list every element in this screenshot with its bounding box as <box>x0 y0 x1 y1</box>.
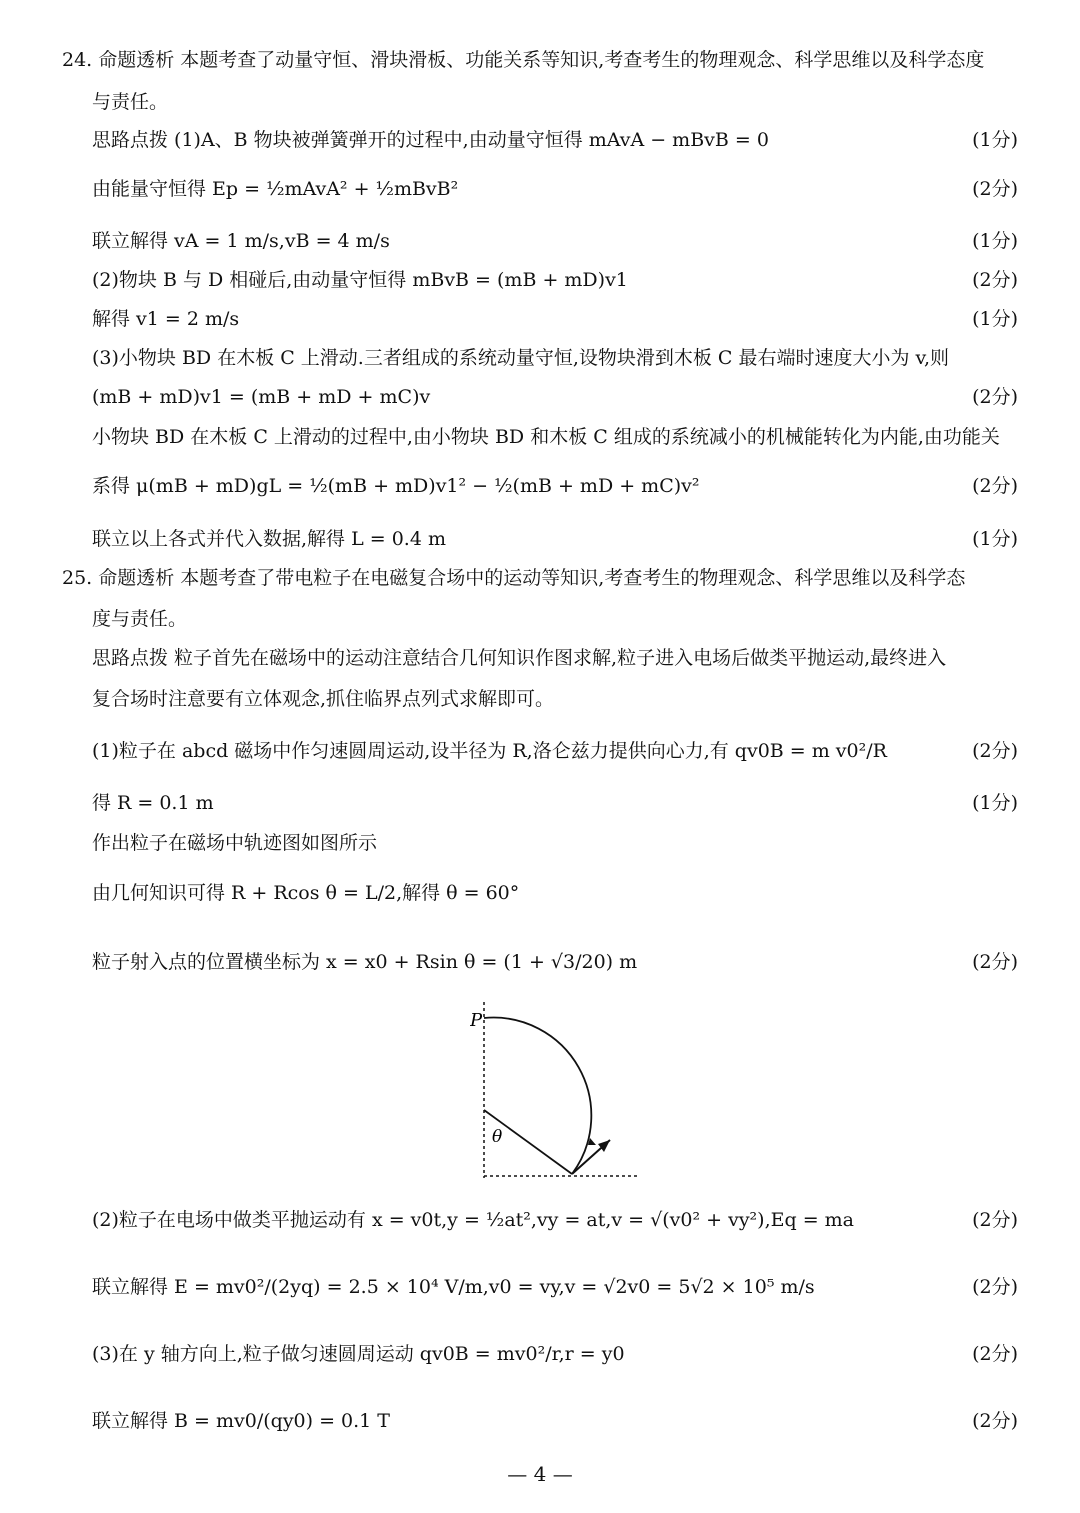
circular-trajectory <box>484 1018 591 1174</box>
q25-title-cont <box>92 607 1018 631</box>
q24-line-9: 联立以上各式并代入数据,解得 L = 0.4 m (1分) <box>92 528 1018 550</box>
label-theta: θ <box>492 1127 503 1147</box>
q25-line-3: 得 R = 0.1 m (1分) <box>92 792 1018 814</box>
points: (1分) <box>972 308 1018 330</box>
q25-line-8: 联立解得 E = mv0²/(2yq) = 2.5 × 10⁴ V/m,v0 = vy,v = √2v0 = 5√2 × 10⁵ m/s (2分) <box>92 1276 1018 1298</box>
label-p: P <box>470 1010 483 1031</box>
q25-line-0: 思路点拨 粒子首先在磁场中的运动注意结合几何知识作图求解,粒子进入电场后做类平抛运动,最终进入 <box>92 647 947 669</box>
q25-title-text: 25. 命题透析 本题考查了带电粒子在电磁复合场中的运动等知识,考查考生的物理观念、科学思维以及科学态 <box>62 567 966 589</box>
q25-title-cont-text: 度与责任。 <box>92 608 188 630</box>
points: (1分) <box>972 230 1018 252</box>
points: (1分) <box>972 129 1018 151</box>
q24-title-cont-text: 与责任。 <box>92 91 169 113</box>
q24-title-cont <box>92 90 1018 114</box>
q24-line-8: 系得 μ(mB + mD)gL = ½(mB + mD)v1² − ½(mB + mD + mC)v² (2分) <box>92 475 1018 497</box>
points: (2分) <box>972 1276 1018 1298</box>
q25-line-9: (3)在 y 轴方向上,粒子做匀速圆周运动 qv0B = mv0²/r,r = y0 (2分) <box>92 1343 1018 1365</box>
trajectory-diagram <box>470 1000 650 1190</box>
q24-line-2: 联立解得 vA = 1 m/s,vB = 4 m/s (1分) <box>92 230 1018 252</box>
points: (2分) <box>972 178 1018 200</box>
q24-line-3: (2)物块 B 与 D 相碰后,由动量守恒得 mBvB = (mB + mD)v1 (2分) <box>92 269 1018 291</box>
q25-title <box>62 566 1018 590</box>
q24-line-4: 解得 v1 = 2 m/s (1分) <box>92 308 1018 330</box>
points: (2分) <box>972 1343 1018 1365</box>
q24-line-6: (mB + mD)v1 = (mB + mD + mC)v (2分) <box>92 386 1018 408</box>
points: (1分) <box>972 792 1018 814</box>
q25-line-6: 粒子射入点的位置横坐标为 x = x0 + Rsin θ = (1 + √3/20) m (2分) <box>92 951 1018 973</box>
points: (2分) <box>972 951 1018 973</box>
q24-line-1: 由能量守恒得 Ep = ½mAvA² + ½mBvB² (2分) <box>92 178 1018 200</box>
points: (1分) <box>972 528 1018 550</box>
q25-line-10: 联立解得 B = mv0/(qy0) = 0.1 T (2分) <box>92 1410 1018 1432</box>
points: (2分) <box>972 1410 1018 1432</box>
q24-title <box>62 48 1018 72</box>
page-number: — 4 — <box>507 1462 573 1486</box>
q25-line-7: (2)粒子在电场中做类平抛运动有 x = v0t,y = ½at²,vy = at,v = √(v0² + vy²),Eq = ma (2分) <box>92 1209 1018 1231</box>
points: (2分) <box>972 1209 1018 1231</box>
points: (2分) <box>972 475 1018 497</box>
q25-line-5: 由几何知识可得 R + Rcos θ = L/2,解得 θ = 60° <box>92 882 520 904</box>
q25-line-2: (1)粒子在 abcd 磁场中作匀速圆周运动,设半径为 R,洛仑兹力提供向心力,有 qv0B = m v0²/R (2分) <box>92 740 1018 762</box>
points: (2分) <box>972 269 1018 291</box>
points: (2分) <box>972 386 1018 408</box>
q24-line-7: 小物块 BD 在木板 C 上滑动的过程中,由小物块 BD 和木板 C 组成的系统减小的机械能转化为内能,由功能关 <box>92 426 1000 448</box>
q24-line-5: (3)小物块 BD 在木板 C 上滑动.三者组成的系统动量守恒,设物块滑到木板 C 最右端时速度大小为 v,则 <box>92 347 950 369</box>
q25-line-1: 复合场时注意要有立体观念,抓住临界点列式求解即可。 <box>92 688 555 710</box>
q24-title-text: 24. 命题透析 本题考查了动量守恒、滑块滑板、功能关系等知识,考查考生的物理观念、科学思维以及科学态度 <box>62 49 985 71</box>
points: (2分) <box>972 740 1018 762</box>
q24-line-0: 思路点拨 (1)A、B 物块被弹簧弹开的过程中,由动量守恒得 mAvA − mBvB = 0 (1分) <box>92 129 1018 151</box>
q25-line-4: 作出粒子在磁场中轨迹图如图所示 <box>92 832 378 854</box>
